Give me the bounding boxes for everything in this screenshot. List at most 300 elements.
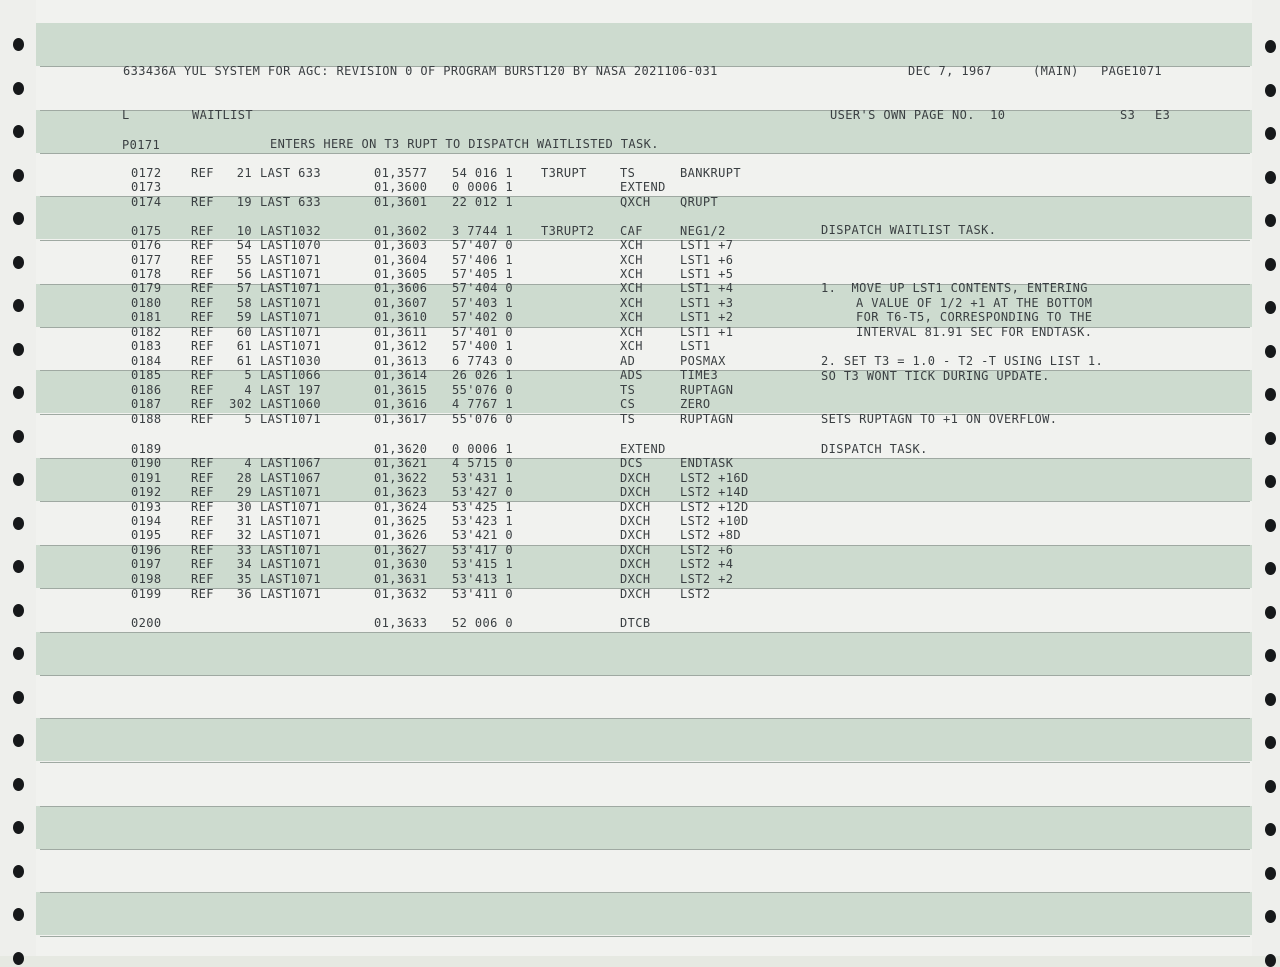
ref-number: 5 [244, 368, 252, 382]
opcode: XCH [620, 310, 643, 324]
operand: LST2 +4 [680, 557, 734, 571]
line-number: 0180 [131, 296, 162, 310]
subheader-code: L [122, 108, 130, 122]
operand: LST1 +5 [680, 267, 734, 281]
tractor-hole-left [13, 430, 24, 443]
object-code: 52 006 0 [452, 616, 513, 630]
line-number: 0192 [131, 485, 162, 499]
operand: LST2 +12D [680, 500, 749, 514]
last-ref: LAST1071 [260, 339, 321, 353]
address: 01,3621 [374, 456, 428, 470]
line-number: 0194 [131, 514, 162, 528]
object-code: 54 016 1 [452, 166, 513, 180]
tractor-hole-right [1265, 606, 1276, 619]
ref-number: 31 [236, 514, 252, 528]
object-code: 22 012 1 [452, 195, 513, 209]
last-ref: LAST1071 [260, 587, 321, 601]
address: 01,3611 [374, 325, 428, 339]
header-date: DEC 7, 1967 [908, 64, 992, 78]
opcode: QXCH [620, 195, 651, 209]
tractor-hole-right [1265, 127, 1276, 140]
last-ref: LAST 197 [260, 383, 321, 397]
tractor-hole-left [13, 473, 24, 486]
last-ref: LAST1067 [260, 471, 321, 485]
line-number: 0176 [131, 238, 162, 252]
line-number: 0198 [131, 572, 162, 586]
opcode: DXCH [620, 485, 651, 499]
band-rule [40, 892, 1250, 893]
opcode: EXTEND [620, 442, 666, 456]
tractor-hole-left [13, 691, 24, 704]
operand: LST2 +16D [680, 471, 749, 485]
address: 01,3577 [374, 166, 428, 180]
greenbar-band [36, 892, 1252, 935]
address: 01,3614 [374, 368, 428, 382]
last-ref: LAST1071 [260, 412, 321, 426]
ref-number: 33 [236, 543, 252, 557]
comment-step-2-line-2: SO T3 WONT TICK DURING UPDATE. [821, 369, 1050, 383]
comment-step-1-line-4: INTERVAL 81.91 SEC FOR ENDTASK. [856, 325, 1093, 339]
address: 01,3631 [374, 572, 428, 586]
header-title: 633436A YUL SYSTEM FOR AGC: REVISION 0 OF PROGRAM BURST120 BY NASA 2021106-031 [123, 64, 718, 78]
tractor-hole-left [13, 386, 24, 399]
object-code: 57'404 0 [452, 281, 513, 295]
operand: LST2 +10D [680, 514, 749, 528]
address: 01,3612 [374, 339, 428, 353]
ref-marker: REF [191, 587, 214, 601]
tractor-hole-right [1265, 84, 1276, 97]
tractor-hole-right [1265, 780, 1276, 793]
line-number: 0188 [131, 412, 162, 426]
object-code: 57'400 1 [452, 339, 513, 353]
opcode: XCH [620, 253, 643, 267]
tractor-hole-right [1265, 345, 1276, 358]
tractor-hole-right [1265, 693, 1276, 706]
tractor-hole-right [1265, 736, 1276, 749]
line-number: 0183 [131, 339, 162, 353]
ref-marker: REF [191, 281, 214, 295]
subheader-name: WAITLIST [192, 108, 253, 122]
opcode: XCH [620, 339, 643, 353]
tractor-hole-left [13, 908, 24, 921]
opcode: XCH [620, 325, 643, 339]
tractor-hole-right [1265, 823, 1276, 836]
operand: LST1 +6 [680, 253, 734, 267]
opcode: DXCH [620, 543, 651, 557]
last-ref: LAST1071 [260, 485, 321, 499]
location-label: T3RUPT2 [541, 224, 595, 238]
line-number: 0182 [131, 325, 162, 339]
last-ref: LAST1071 [260, 325, 321, 339]
address: 01,3632 [374, 587, 428, 601]
opcode: XCH [620, 238, 643, 252]
operand: LST1 +4 [680, 281, 734, 295]
ref-number: 30 [236, 500, 252, 514]
opcode: XCH [620, 267, 643, 281]
operand: QRUPT [680, 195, 719, 209]
object-code: 53'415 1 [452, 557, 513, 571]
tractor-hole-left [13, 212, 24, 225]
line-number: 0193 [131, 500, 162, 514]
last-ref: LAST1066 [260, 368, 321, 382]
last-ref: LAST1071 [260, 281, 321, 295]
ref-marker: REF [191, 383, 214, 397]
tractor-hole-right [1265, 40, 1276, 53]
tractor-hole-right [1265, 954, 1276, 967]
comment-step-2: 2. SET T3 = 1.0 - T2 -T USING LIST 1. [821, 354, 1104, 368]
address: 01,3601 [374, 195, 428, 209]
operand: RUPTAGN [680, 412, 734, 426]
intro-text: ENTERS HERE ON T3 RUPT TO DISPATCH WAITLISTED TASK. [270, 137, 659, 151]
operand: NEG1/2 [680, 224, 726, 238]
operand: LST2 +6 [680, 543, 734, 557]
ref-marker: REF [191, 267, 214, 281]
ref-marker: REF [191, 166, 214, 180]
tractor-hole-left [13, 299, 24, 312]
ref-number: 302 [229, 397, 252, 411]
ref-marker: REF [191, 310, 214, 324]
object-code: 4 7767 1 [452, 397, 513, 411]
last-ref: LAST1071 [260, 310, 321, 324]
tractor-hole-right [1265, 562, 1276, 575]
band-rule [40, 632, 1250, 633]
operand: LST2 [680, 587, 711, 601]
line-number: 0177 [131, 253, 162, 267]
ref-number: 28 [236, 471, 252, 485]
tractor-hole-left [13, 647, 24, 660]
tractor-hole-right [1265, 867, 1276, 880]
comment-step-1-line-3: FOR T6-T5, CORRESPONDING TO THE [856, 310, 1093, 324]
subheader-user-page: USER'S OWN PAGE NO. 10 [830, 108, 1006, 122]
band-rule [40, 849, 1250, 850]
operand: BANKRUPT [680, 166, 741, 180]
tractor-hole-left [13, 734, 24, 747]
ref-number: 55 [236, 253, 252, 267]
address: 01,3627 [374, 543, 428, 557]
address: 01,3624 [374, 500, 428, 514]
object-code: 57'407 0 [452, 238, 513, 252]
object-code: 57'406 1 [452, 253, 513, 267]
ref-number: 5 [244, 412, 252, 426]
last-ref: LAST1070 [260, 238, 321, 252]
ref-number: 61 [236, 354, 252, 368]
line-number: 0199 [131, 587, 162, 601]
tractor-hole-left [13, 343, 24, 356]
ref-marker: REF [191, 557, 214, 571]
band-rule [40, 414, 1250, 415]
ref-number: 59 [236, 310, 252, 324]
object-code: 55'076 0 [452, 383, 513, 397]
line-number: 0189 [131, 442, 162, 456]
line-number: 0186 [131, 383, 162, 397]
ref-number: 54 [236, 238, 252, 252]
band-rule [40, 806, 1250, 807]
address: 01,3600 [374, 180, 428, 194]
ref-marker: REF [191, 253, 214, 267]
greenbar-band [36, 718, 1252, 761]
intro-line-number: P0171 [122, 138, 161, 152]
ref-marker: REF [191, 224, 214, 238]
tractor-hole-right [1265, 301, 1276, 314]
greenbar-band [36, 23, 1252, 66]
object-code: 53'427 0 [452, 485, 513, 499]
comment-step-1-line-2: A VALUE OF 1/2 +1 AT THE BOTTOM [856, 296, 1093, 310]
ref-number: 29 [236, 485, 252, 499]
operand: LST1 +1 [680, 325, 734, 339]
last-ref: LAST1067 [260, 456, 321, 470]
object-code: 53'411 0 [452, 587, 513, 601]
line-number: 0200 [131, 616, 162, 630]
operand: ENDTASK [680, 456, 734, 470]
operand: LST2 +14D [680, 485, 749, 499]
last-ref: LAST1032 [260, 224, 321, 238]
header-main: (MAIN) [1033, 64, 1079, 78]
address: 01,3604 [374, 253, 428, 267]
comment-ruptagn: SETS RUPTAGN TO +1 ON OVERFLOW. [821, 412, 1058, 426]
operand: ZERO [680, 397, 711, 411]
tractor-hole-left [13, 125, 24, 138]
opcode: TS [620, 383, 636, 397]
operand: LST1 +7 [680, 238, 734, 252]
ref-marker: REF [191, 412, 214, 426]
address: 01,3605 [374, 267, 428, 281]
header-page: PAGE1071 [1101, 64, 1162, 78]
tractor-hole-left [13, 865, 24, 878]
last-ref: LAST1071 [260, 528, 321, 542]
ref-number: 60 [236, 325, 252, 339]
ref-marker: REF [191, 500, 214, 514]
ref-marker: REF [191, 238, 214, 252]
tractor-hole-left [13, 952, 24, 965]
last-ref: LAST 633 [260, 195, 321, 209]
opcode: TS [620, 166, 636, 180]
line-number: 0173 [131, 180, 162, 194]
ref-marker: REF [191, 543, 214, 557]
ref-marker: REF [191, 485, 214, 499]
object-code: 57'403 1 [452, 296, 513, 310]
last-ref: LAST 633 [260, 166, 321, 180]
address: 01,3603 [374, 238, 428, 252]
ref-marker: REF [191, 195, 214, 209]
object-code: 53'431 1 [452, 471, 513, 485]
last-ref: LAST1071 [260, 296, 321, 310]
tractor-hole-left [13, 38, 24, 51]
last-ref: LAST1071 [260, 557, 321, 571]
object-code: 4 5715 0 [452, 456, 513, 470]
operand: POSMAX [680, 354, 726, 368]
tractor-hole-left [13, 169, 24, 182]
ref-number: 35 [236, 572, 252, 586]
object-code: 55'076 0 [452, 412, 513, 426]
band-rule [40, 718, 1250, 719]
tractor-hole-right [1265, 258, 1276, 271]
opcode: AD [620, 354, 636, 368]
ref-number: 34 [236, 557, 252, 571]
line-number: 0178 [131, 267, 162, 281]
address: 01,3633 [374, 616, 428, 630]
tractor-hole-right [1265, 910, 1276, 923]
address: 01,3613 [374, 354, 428, 368]
ref-marker: REF [191, 456, 214, 470]
address: 01,3606 [374, 281, 428, 295]
address: 01,3607 [374, 296, 428, 310]
address: 01,3617 [374, 412, 428, 426]
last-ref: LAST1071 [260, 253, 321, 267]
address: 01,3620 [374, 442, 428, 456]
address: 01,3626 [374, 528, 428, 542]
tractor-hole-left [13, 82, 24, 95]
last-ref: LAST1071 [260, 500, 321, 514]
object-code: 53'425 1 [452, 500, 513, 514]
opcode: DXCH [620, 572, 651, 586]
tractor-hole-left [13, 256, 24, 269]
last-ref: LAST1071 [260, 267, 321, 281]
tractor-hole-left [13, 517, 24, 530]
line-number: 0175 [131, 224, 162, 238]
tractor-hole-right [1265, 475, 1276, 488]
tractor-hole-right [1265, 432, 1276, 445]
band-rule [40, 240, 1250, 241]
operand: LST2 +2 [680, 572, 734, 586]
ref-marker: REF [191, 325, 214, 339]
band-rule [40, 675, 1250, 676]
opcode: XCH [620, 296, 643, 310]
ref-marker: REF [191, 368, 214, 382]
band-rule [40, 153, 1250, 154]
opcode: CAF [620, 224, 643, 238]
tractor-hole-right [1265, 519, 1276, 532]
line-number: 0190 [131, 456, 162, 470]
ref-number: 4 [244, 383, 252, 397]
ref-marker: REF [191, 514, 214, 528]
object-code: 0 0006 1 [452, 442, 513, 456]
ref-number: 21 [236, 166, 252, 180]
ref-marker: REF [191, 339, 214, 353]
address: 01,3622 [374, 471, 428, 485]
line-number: 0196 [131, 543, 162, 557]
tractor-hole-left [13, 560, 24, 573]
opcode: DXCH [620, 471, 651, 485]
last-ref: LAST1071 [260, 572, 321, 586]
comment-dispatch-task: DISPATCH TASK. [821, 442, 928, 456]
line-number: 0191 [131, 471, 162, 485]
line-number: 0174 [131, 195, 162, 209]
operand: LST2 +8D [680, 528, 741, 542]
line-number: 0172 [131, 166, 162, 180]
opcode: DCS [620, 456, 643, 470]
ref-number: 4 [244, 456, 252, 470]
ref-number: 36 [236, 587, 252, 601]
object-code: 53'417 0 [452, 543, 513, 557]
ref-number: 56 [236, 267, 252, 281]
line-number: 0179 [131, 281, 162, 295]
ref-marker: REF [191, 572, 214, 586]
operand: TIME3 [680, 368, 719, 382]
opcode: DXCH [620, 528, 651, 542]
object-code: 57'405 1 [452, 267, 513, 281]
opcode: DTCB [620, 616, 651, 630]
opcode: DXCH [620, 557, 651, 571]
tractor-hole-right [1265, 214, 1276, 227]
operand: RUPTAGN [680, 383, 734, 397]
ref-marker: REF [191, 354, 214, 368]
object-code: 0 0006 1 [452, 180, 513, 194]
ref-number: 58 [236, 296, 252, 310]
subheader-e-code: E3 [1155, 108, 1171, 122]
band-rule [40, 458, 1250, 459]
comment-step-1: 1. MOVE UP LST1 CONTENTS, ENTERING [821, 281, 1088, 295]
address: 01,3616 [374, 397, 428, 411]
opcode: DXCH [620, 500, 651, 514]
address: 01,3615 [374, 383, 428, 397]
object-code: 3 7744 1 [452, 224, 513, 238]
tractor-hole-left [13, 604, 24, 617]
opcode: DXCH [620, 587, 651, 601]
opcode: ADS [620, 368, 643, 382]
band-rule [40, 936, 1250, 937]
address: 01,3630 [374, 557, 428, 571]
band-rule [40, 370, 1250, 371]
object-code: 53'423 1 [452, 514, 513, 528]
tractor-hole-left [13, 821, 24, 834]
opcode: EXTEND [620, 180, 666, 194]
object-code: 26 026 1 [452, 368, 513, 382]
ref-number: 32 [236, 528, 252, 542]
opcode: CS [620, 397, 636, 411]
object-code: 53'421 0 [452, 528, 513, 542]
ref-marker: REF [191, 471, 214, 485]
object-code: 57'401 0 [452, 325, 513, 339]
opcode: XCH [620, 281, 643, 295]
opcode: TS [620, 412, 636, 426]
greenbar-band [36, 632, 1252, 675]
ref-number: 19 [236, 195, 252, 209]
line-number: 0195 [131, 528, 162, 542]
ref-marker: REF [191, 296, 214, 310]
last-ref: LAST1030 [260, 354, 321, 368]
greenbar-band [36, 370, 1252, 413]
operand: LST1 [680, 339, 711, 353]
address: 01,3625 [374, 514, 428, 528]
line-number: 0185 [131, 368, 162, 382]
ref-marker: REF [191, 528, 214, 542]
tractor-hole-right [1265, 388, 1276, 401]
operand: LST1 +3 [680, 296, 734, 310]
tractor-hole-left [13, 778, 24, 791]
last-ref: LAST1071 [260, 514, 321, 528]
tractor-hole-right [1265, 171, 1276, 184]
ref-number: 57 [236, 281, 252, 295]
greenbar-band [36, 806, 1252, 849]
line-number: 0197 [131, 557, 162, 571]
line-number: 0187 [131, 397, 162, 411]
line-number: 0184 [131, 354, 162, 368]
ref-number: 10 [236, 224, 252, 238]
opcode: DXCH [620, 514, 651, 528]
ref-marker: REF [191, 397, 214, 411]
location-label: T3RUPT [541, 166, 587, 180]
subheader-s-code: S3 [1120, 108, 1136, 122]
ref-number: 61 [236, 339, 252, 353]
address: 01,3602 [374, 224, 428, 238]
object-code: 6 7743 0 [452, 354, 513, 368]
object-code: 57'402 0 [452, 310, 513, 324]
line-number: 0181 [131, 310, 162, 324]
comment-dispatch-waitlist: DISPATCH WAITLIST TASK. [821, 223, 997, 237]
last-ref: LAST1060 [260, 397, 321, 411]
object-code: 53'413 1 [452, 572, 513, 586]
operand: LST1 +2 [680, 310, 734, 324]
